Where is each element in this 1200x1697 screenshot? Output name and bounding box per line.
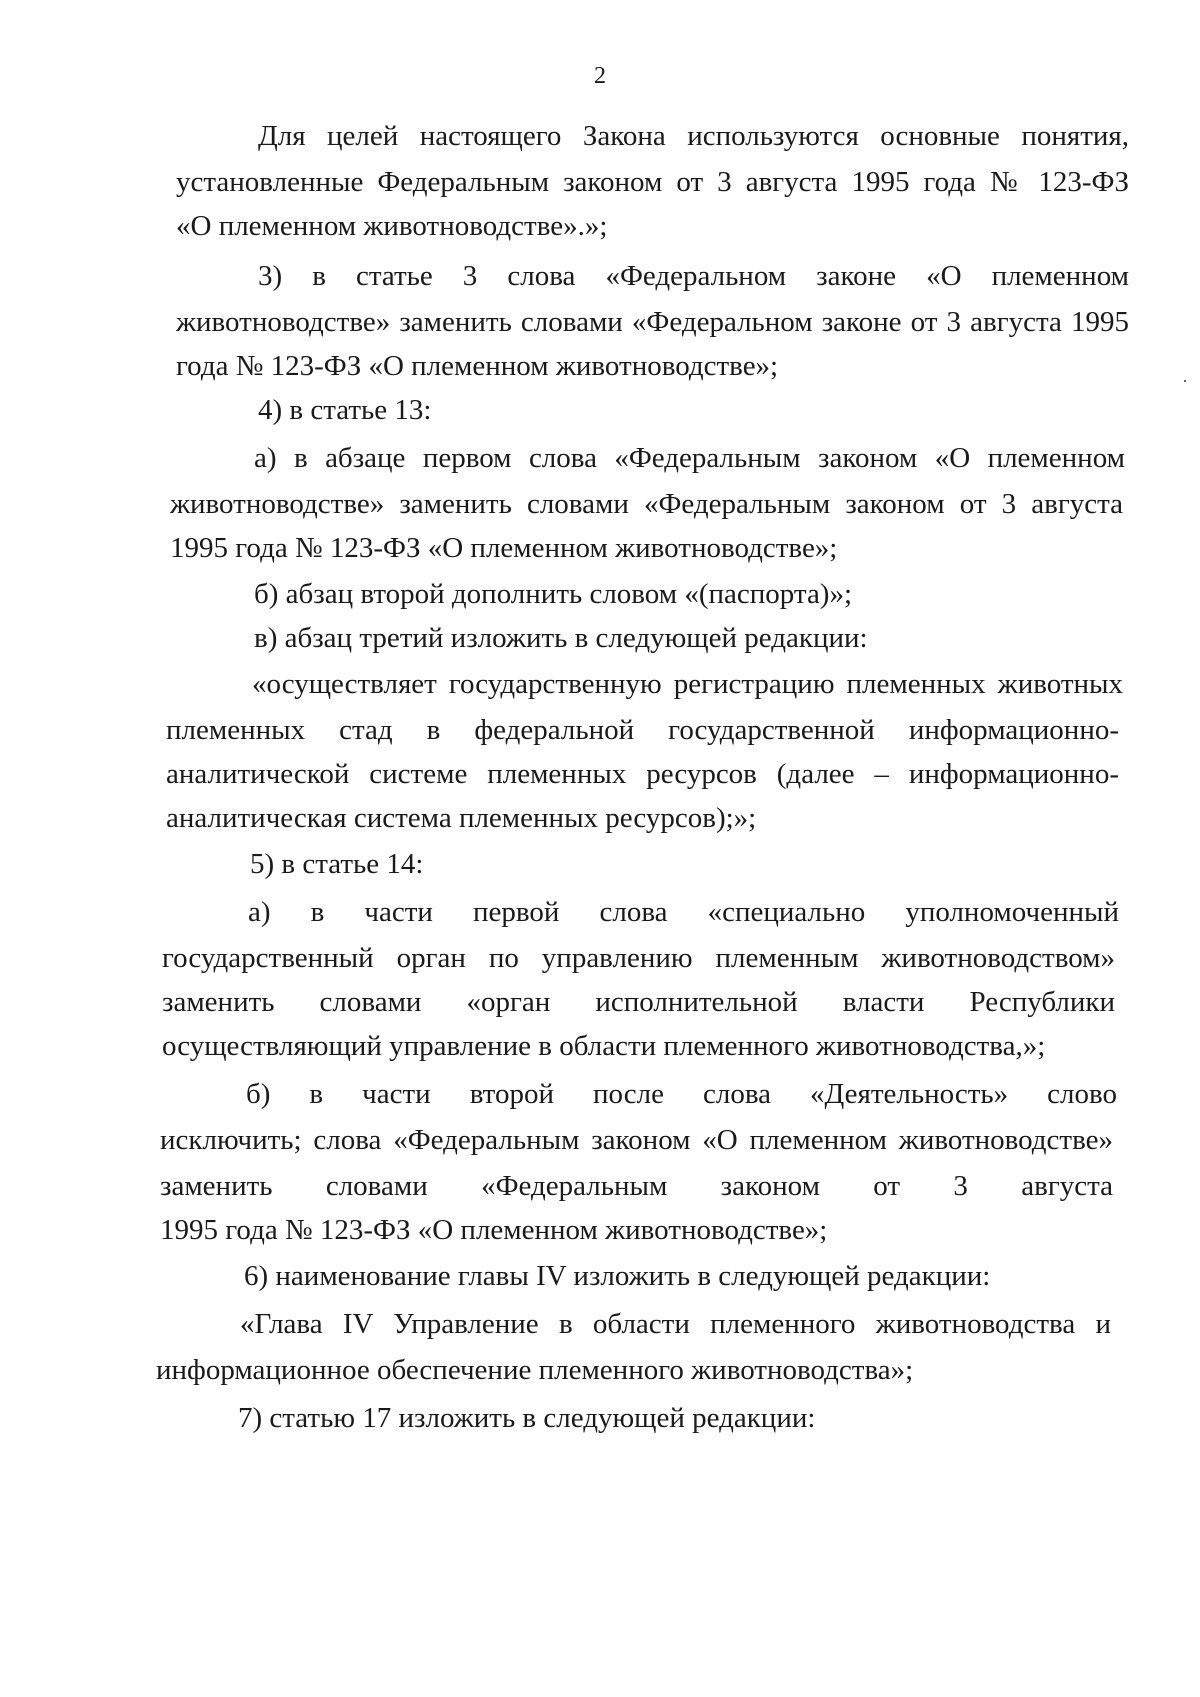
text-line: «Глава IV Управление в области племенного животноводства и bbox=[240, 1308, 1111, 1340]
text-line: 4) в статье 13: bbox=[258, 394, 432, 426]
text-line: животноводстве» заменить словами «Федеральном законе от 3 августа 1995 bbox=[176, 306, 1129, 338]
text-line: заменить словами «Федеральным законом от 3 августа bbox=[160, 1170, 1113, 1202]
text-line: «О племенном животноводстве».»; bbox=[176, 210, 608, 242]
text-line: 1995 года № 123-ФЗ «О племенном животноводстве»; bbox=[170, 532, 838, 564]
text-line: «осуществляет государственную регистрацию племенных животных bbox=[252, 668, 1123, 700]
text-line: а) в абзаце первом слова «Федеральным законом «О племенном bbox=[254, 442, 1125, 474]
text-line: Для целей настоящего Закона используются основные понятия, bbox=[258, 120, 1129, 152]
text-line: установленные Федеральным законом от 3 августа 1995 года № 123-ФЗ bbox=[176, 166, 1129, 198]
text-line: животноводстве» заменить словами «Федеральным законом от 3 августа bbox=[170, 488, 1123, 520]
text-line: 5) в статье 14: bbox=[250, 848, 424, 880]
text-line: 6) наименование главы IV изложить в следующей редакции: bbox=[244, 1260, 991, 1292]
text-line: в) абзац третий изложить в следующей редакции: bbox=[254, 622, 868, 654]
text-line: б) в части второй после слова «Деятельность» слово bbox=[246, 1078, 1117, 1110]
text-line: информационное обеспечение племенного животноводства»; bbox=[156, 1354, 914, 1386]
page-number: 2 bbox=[594, 63, 606, 89]
text-line: племенных стад в федеральной государственной информационно- bbox=[166, 714, 1119, 746]
text-line: б) абзац второй дополнить словом «(паспорта)»; bbox=[254, 578, 853, 610]
scan-speck bbox=[1184, 380, 1186, 382]
text-line: а) в части первой слова «специально уполномоченный bbox=[248, 896, 1119, 928]
text-line: 1995 года № 123-ФЗ «О племенном животноводстве»; bbox=[160, 1214, 828, 1246]
text-line: года № 123-ФЗ «О племенном животноводстве»; bbox=[176, 350, 779, 382]
text-line: заменить словами «орган исполнительной власти Республики bbox=[162, 986, 1115, 1018]
text-line: аналитической системе племенных ресурсов (далее – информационно- bbox=[166, 758, 1119, 790]
text-line: аналитическая система племенных ресурсов);»; bbox=[166, 802, 757, 834]
text-line: 7) статью 17 изложить в следующей редакции: bbox=[238, 1402, 816, 1434]
text-line: 3) в статье 3 слова «Федеральном законе «О племенном bbox=[258, 260, 1129, 292]
text-line: исключить; слова «Федеральным законом «О племенном животноводстве» bbox=[160, 1124, 1113, 1156]
text-line: осуществляющий управление в области племенного животноводства,»; bbox=[162, 1030, 1046, 1062]
text-line: государственный орган по управлению племенным животноводством» bbox=[162, 942, 1115, 974]
